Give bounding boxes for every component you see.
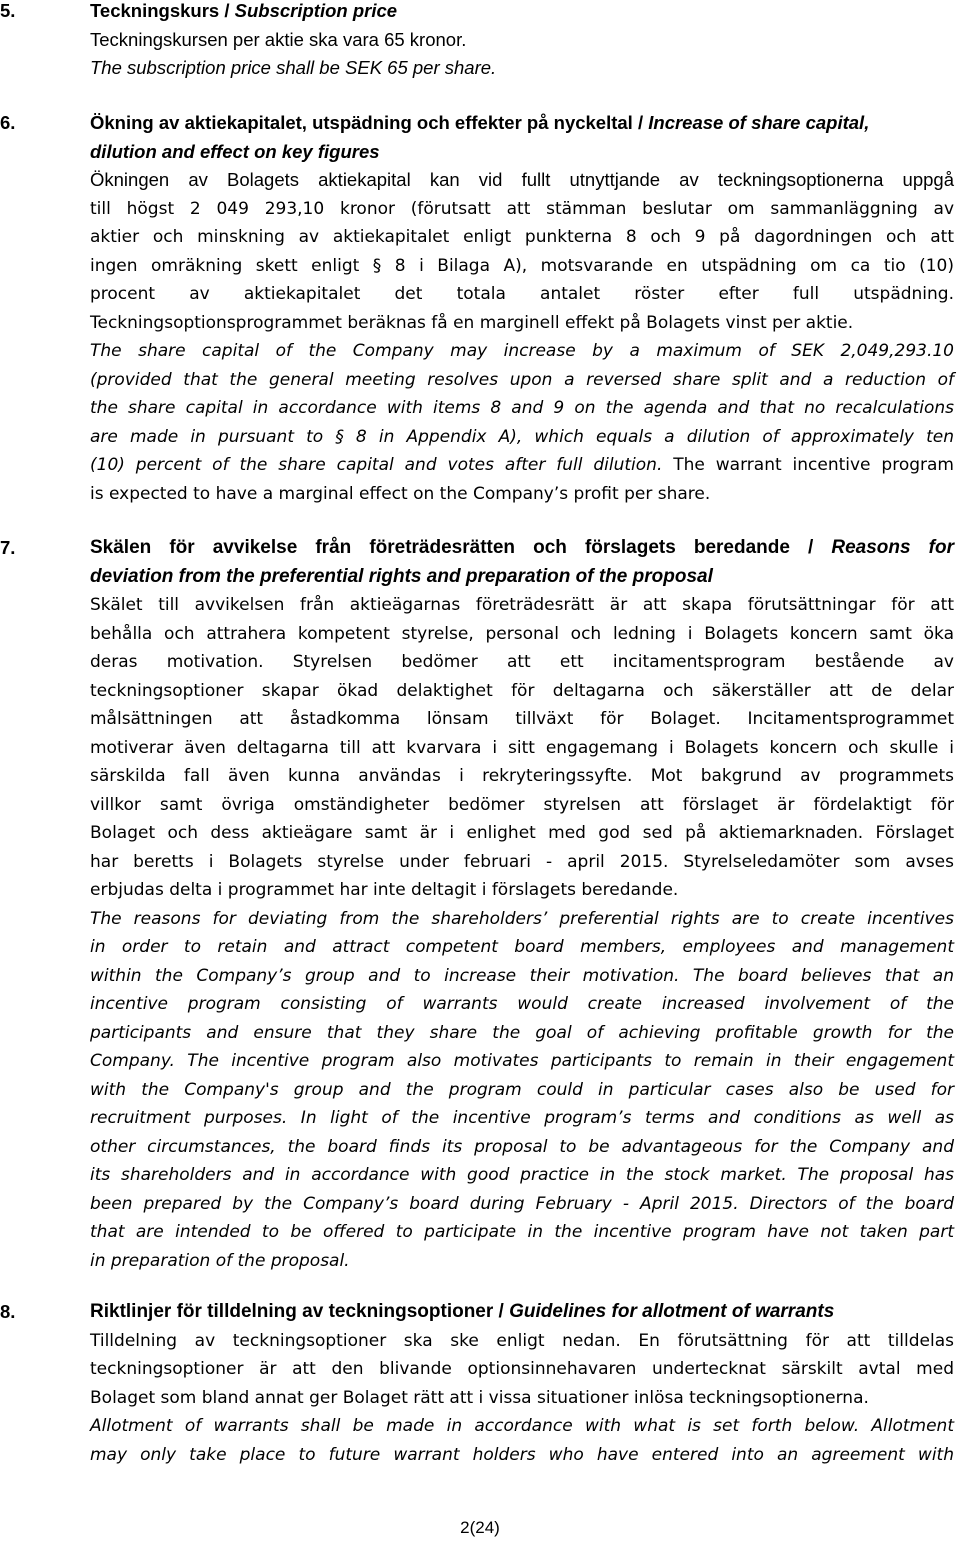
paragraph-sv-line: Tilldelning av teckningsoptioner ska ske enligt nedan. En förutsättning för att tilldelas <box>90 1330 954 1351</box>
paragraph-sv-line: aktier och minskning av aktiekapitalet enligt punkterna 8 och 9 på dagordningen och att <box>90 227 954 247</box>
paragraph-en-line: Allotment of warrants shall be made in accordance with what is set forth below. Allotment <box>90 1416 954 1436</box>
paragraph-en-line: is expected to have a marginal effect on the Company’s profit per share. <box>90 483 711 504</box>
paragraph-en-line: incentive program consisting of warrants would create increased involvement of the <box>90 994 954 1014</box>
section-heading: Teckningskurs / Subscription price <box>90 0 398 21</box>
paragraph-en-line: in order to retain and attract competent board members, employees and management <box>90 937 954 957</box>
paragraph-en-line: the share capital in accordance with items 8 and 9 on the agenda and that no recalculations <box>90 398 954 418</box>
page-number: 2(24) <box>460 1518 500 1537</box>
paragraph-sv-line: särskilda fall även kunna användas i rekryteringssyfte. Mot bakgrund av programmets <box>90 766 954 786</box>
paragraph-en-line: with the Company's group and the program could in particular cases also be used for <box>90 1079 954 1100</box>
paragraph-en-line: other circumstances, the board finds its proposal to be advantageous for the Company and <box>90 1136 954 1157</box>
section-number: 8. <box>0 1301 16 1322</box>
paragraph-en-line: The reasons for deviating from the shareholders’ preferential rights are to create incentives <box>90 908 954 929</box>
paragraph-en-line: The share capital of the Company may increase by a maximum of SEK 2,049,293.10 <box>90 341 954 361</box>
paragraph-sv-line: Ökningen av Bolagets aktiekapital kan vid fullt utnyttjande av teckningsoptionerna uppgå <box>90 169 954 190</box>
paragraph-sv: Teckningskursen per aktie ska vara 65 kronor. <box>90 28 467 50</box>
paragraph-sv-line: Bolaget och dess aktieägare samt är i enlighet med god sed på aktiemarknaden. Förslaget <box>90 823 954 843</box>
paragraph-sv-line: har beretts i Bolagets styrelse under februari - april 2015. Styrelseledamöter som avses <box>90 851 954 872</box>
paragraph-sv-line: deras motivation. Styrelsen bedömer att ett incitamentsprogram bestående av <box>90 652 954 672</box>
paragraph-sv-line: behålla och attrahera kompetent styrelse, personal och ledning i Bolagets koncern samt öka <box>90 623 954 644</box>
paragraph-en-line: may only take place to future warrant holders who have entered into an agreement with <box>90 1444 954 1465</box>
section-number: 7. <box>0 537 16 558</box>
paragraph-en-line: been prepared by the Company’s board during February - April 2015. Directors of the board <box>90 1193 954 1214</box>
paragraph-sv-line: Bolaget som bland annat ger Bolaget rätt att i vissa situationer inlösa teckningsoptionerna. <box>90 1387 869 1408</box>
section-heading-cont: deviation from the preferential rights and preparation of the proposal <box>90 565 713 587</box>
paragraph-sv-line: teckningsoptioner skapar ökad delaktighet för deltagarna och säkerställer att de delar <box>90 680 954 701</box>
paragraph-sv-line: till högst 2 049 293,10 kronor (förutsatt att stämman beslutar om sammanläggning av <box>90 198 954 219</box>
paragraph-en-line: in preparation of the proposal. <box>90 1250 350 1271</box>
paragraph-sv-line: Teckningsoptionsprogrammet beräknas få en marginell effekt på Bolagets vinst per aktie. <box>90 312 854 333</box>
paragraph-en-line: are made in pursuant to § 8 in Appendix A), which equals a dilution of approximately ten <box>90 426 954 447</box>
paragraph-en-line: its shareholders and in accordance with good practice in the stock market. The proposal has <box>90 1165 954 1185</box>
paragraph-en-line: participants and ensure that they share the goal of achieving profitable growth for the <box>90 1022 954 1043</box>
paragraph-sv-line: motiverar även deltagarna till att kvarvara i sitt engagemang i Bolagets koncern och skulle i <box>90 737 954 758</box>
section-heading-cont: dilution and effect on key figures <box>90 140 380 162</box>
section-number: 5. <box>0 0 16 21</box>
paragraph-en-line: Company. The incentive program also motivates participants to remain in their engagement <box>90 1051 954 1071</box>
paragraph-en-line: (10) percent of the share capital and votes after full dilution. The warrant incentive program <box>90 455 954 475</box>
paragraph-sv-line: procent av aktiekapitalet det totala antalet röster efter full utspädning. <box>90 284 954 304</box>
paragraph-sv-line: erbjudas delta i programmet har inte deltagit i förslagets beredande. <box>90 880 679 900</box>
section-number: 6. <box>0 112 16 133</box>
paragraph-en: The subscription price shall be SEK 65 per share. <box>90 57 497 78</box>
paragraph-en-line: within the Company’s group and to increase their motivation. The board believes that an <box>90 965 954 986</box>
paragraph-sv-line: målsättningen att åstadkomma lönsam tillväxt för Bolaget. Incitamentsprogrammet <box>90 709 954 729</box>
paragraph-sv-line: ingen omräkning skett enligt § 8 i Bilaga A), motsvarande en utspädning om ca tio (10) <box>90 255 954 276</box>
paragraph-en-line: (provided that the general meeting resolves upon a reversed share split and a reduction of <box>90 369 954 390</box>
section-heading: Ökning av aktiekapitalet, utspädning och effekter på nyckeltal / Increase of share capital, <box>90 112 870 133</box>
paragraph-en-line: that are intended to be offered to participate in the incentive program have not taken part <box>90 1222 954 1242</box>
paragraph-sv-line: villkor samt övriga omständigheter bedömer styrelsen att förslaget är fördelaktigt för <box>90 794 954 815</box>
section-heading: Riktlinjer för tilldelning av teckningsoptioner / Guidelines for allotment of warrants <box>90 1301 835 1322</box>
paragraph-sv-line: teckningsoptioner är att den blivande optionsinnehavaren undertecknat särskilt avtal med <box>90 1359 954 1379</box>
paragraph-en-line: recruitment purposes. In light of the incentive program’s terms and conditions as well as <box>90 1108 954 1128</box>
section-heading: Skälen för avvikelse från företrädesrätten och förslagets beredande / Reasons for <box>90 537 954 558</box>
paragraph-sv-line: Skälet till avvikelsen från aktieägarnas företrädesrätt är att skapa förutsättningar för att <box>90 595 954 615</box>
